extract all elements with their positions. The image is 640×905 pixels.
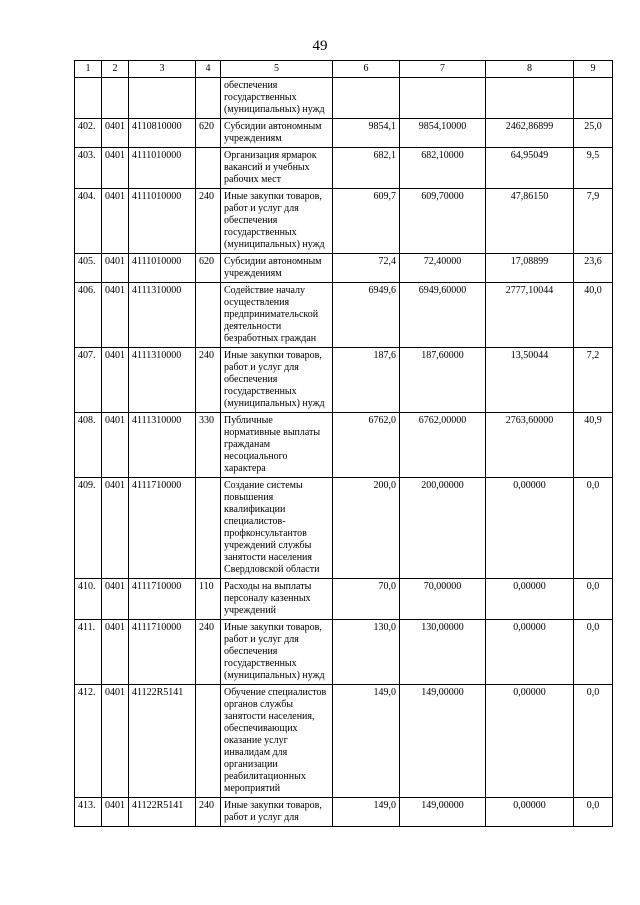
column-header: 1	[75, 61, 102, 78]
target-article-cell: 4110810000	[129, 119, 196, 148]
execution-percent-cell: 0,0	[574, 579, 613, 620]
executed-amount-cell: 2777,10044	[486, 283, 574, 348]
refined-amount-cell: 682,10000	[400, 148, 486, 189]
section-code-cell: 0401	[102, 119, 129, 148]
item-name-cell: Организация ярмарок вакансий и учебных рабочих мест	[221, 148, 333, 189]
table-row	[75, 148, 613, 189]
table-row	[75, 78, 613, 119]
column-header: 8	[486, 61, 574, 78]
expense-type-cell: 620	[196, 119, 221, 148]
approved-amount-cell: 609,7	[333, 189, 400, 254]
expense-type-cell	[196, 148, 221, 189]
header-row	[75, 61, 613, 78]
row-number-cell: 405.	[75, 254, 102, 283]
executed-amount-cell: 47,86150	[486, 189, 574, 254]
expense-type-cell	[196, 685, 221, 798]
item-name-cell: Субсидии автономным учреждениям	[221, 119, 333, 148]
execution-percent-cell: 9,5	[574, 148, 613, 189]
approved-amount-cell: 9854,1	[333, 119, 400, 148]
execution-percent-cell: 25,0	[574, 119, 613, 148]
executed-amount-cell	[486, 78, 574, 119]
table-row	[75, 685, 613, 798]
refined-amount-cell: 200,00000	[400, 478, 486, 579]
row-number-cell: 409.	[75, 478, 102, 579]
table-row	[75, 348, 613, 413]
refined-amount-cell: 70,00000	[400, 579, 486, 620]
budget-table	[74, 60, 613, 827]
approved-amount-cell: 200,0	[333, 478, 400, 579]
table-row	[75, 283, 613, 348]
approved-amount-cell: 70,0	[333, 579, 400, 620]
column-header: 3	[129, 61, 196, 78]
table-row	[75, 413, 613, 478]
table-row	[75, 620, 613, 685]
target-article-cell: 4111710000	[129, 620, 196, 685]
item-name-cell: Иные закупки товаров, работ и услуг для обеспечения государственных (муниципальных) нужд	[221, 620, 333, 685]
column-header: 4	[196, 61, 221, 78]
target-article-cell: 4111010000	[129, 254, 196, 283]
section-code-cell	[102, 78, 129, 119]
section-code-cell: 0401	[102, 685, 129, 798]
row-number-cell	[75, 78, 102, 119]
column-header: 6	[333, 61, 400, 78]
row-number-cell: 402.	[75, 119, 102, 148]
executed-amount-cell: 13,50044	[486, 348, 574, 413]
executed-amount-cell: 2462,86899	[486, 119, 574, 148]
table-row	[75, 478, 613, 579]
item-name-cell: Иные закупки товаров, работ и услуг для	[221, 798, 333, 827]
item-name-cell: Содействие началу осуществления предпринимательской деятельности безработных граждан	[221, 283, 333, 348]
execution-percent-cell: 0,0	[574, 798, 613, 827]
executed-amount-cell: 0,00000	[486, 478, 574, 579]
expense-type-cell: 240	[196, 798, 221, 827]
target-article-cell: 4111010000	[129, 148, 196, 189]
execution-percent-cell: 7,2	[574, 348, 613, 413]
column-header: 7	[400, 61, 486, 78]
item-name-cell: Иные закупки товаров, работ и услуг для обеспечения государственных (муниципальных) нужд	[221, 348, 333, 413]
executed-amount-cell: 0,00000	[486, 685, 574, 798]
approved-amount-cell: 149,0	[333, 685, 400, 798]
approved-amount-cell: 72,4	[333, 254, 400, 283]
refined-amount-cell: 9854,10000	[400, 119, 486, 148]
item-name-cell: Расходы на выплаты персоналу казенных учреждений	[221, 579, 333, 620]
execution-percent-cell: 40,0	[574, 283, 613, 348]
section-code-cell: 0401	[102, 148, 129, 189]
item-name-cell: Публичные нормативные выплаты гражданам несоциального характера	[221, 413, 333, 478]
expense-type-cell	[196, 283, 221, 348]
table-row	[75, 189, 613, 254]
approved-amount-cell: 682,1	[333, 148, 400, 189]
column-header: 2	[102, 61, 129, 78]
section-code-cell: 0401	[102, 348, 129, 413]
refined-amount-cell: 72,40000	[400, 254, 486, 283]
item-name-cell: Обучение специалистов органов службы занятости населения, обеспечивающих оказание услуг инвалидам для организации реабилитационных мероприятий	[221, 685, 333, 798]
execution-percent-cell: 23,6	[574, 254, 613, 283]
executed-amount-cell: 0,00000	[486, 798, 574, 827]
execution-percent-cell	[574, 78, 613, 119]
refined-amount-cell: 609,70000	[400, 189, 486, 254]
expense-type-cell	[196, 78, 221, 119]
refined-amount-cell: 149,00000	[400, 798, 486, 827]
target-article-cell	[129, 78, 196, 119]
row-number-cell: 404.	[75, 189, 102, 254]
target-article-cell: 4111310000	[129, 283, 196, 348]
section-code-cell: 0401	[102, 579, 129, 620]
target-article-cell: 41122R5141	[129, 798, 196, 827]
expense-type-cell: 330	[196, 413, 221, 478]
refined-amount-cell: 6949,60000	[400, 283, 486, 348]
execution-percent-cell: 0,0	[574, 620, 613, 685]
executed-amount-cell: 0,00000	[486, 579, 574, 620]
table-row	[75, 798, 613, 827]
execution-percent-cell: 0,0	[574, 685, 613, 798]
item-name-cell: обеспечения государственных (муниципальных) нужд	[221, 78, 333, 119]
executed-amount-cell: 0,00000	[486, 620, 574, 685]
execution-percent-cell: 7,9	[574, 189, 613, 254]
item-name-cell: Субсидии автономным учреждениям	[221, 254, 333, 283]
section-code-cell: 0401	[102, 620, 129, 685]
row-number-cell: 406.	[75, 283, 102, 348]
approved-amount-cell: 6762,0	[333, 413, 400, 478]
expense-type-cell: 240	[196, 348, 221, 413]
row-number-cell: 410.	[75, 579, 102, 620]
row-number-cell: 407.	[75, 348, 102, 413]
section-code-cell: 0401	[102, 283, 129, 348]
executed-amount-cell: 2763,60000	[486, 413, 574, 478]
target-article-cell: 4111010000	[129, 189, 196, 254]
row-number-cell: 412.	[75, 685, 102, 798]
approved-amount-cell: 6949,6	[333, 283, 400, 348]
expense-type-cell	[196, 478, 221, 579]
refined-amount-cell: 6762,00000	[400, 413, 486, 478]
target-article-cell: 41122R5141	[129, 685, 196, 798]
column-header: 5	[221, 61, 333, 78]
item-name-cell: Создание системы повышения квалификации специалистов-профконсультантов учреждений службы занятости населения Свердловской области	[221, 478, 333, 579]
row-number-cell: 403.	[75, 148, 102, 189]
item-name-cell: Иные закупки товаров, работ и услуг для обеспечения государственных (муниципальных) нужд	[221, 189, 333, 254]
section-code-cell: 0401	[102, 413, 129, 478]
target-article-cell: 4111710000	[129, 478, 196, 579]
expense-type-cell: 620	[196, 254, 221, 283]
refined-amount-cell: 187,60000	[400, 348, 486, 413]
refined-amount-cell: 130,00000	[400, 620, 486, 685]
approved-amount-cell: 130,0	[333, 620, 400, 685]
table-row	[75, 254, 613, 283]
section-code-cell: 0401	[102, 254, 129, 283]
column-header: 9	[574, 61, 613, 78]
page-number: 49	[312, 38, 328, 54]
expense-type-cell: 110	[196, 579, 221, 620]
row-number-cell: 411.	[75, 620, 102, 685]
execution-percent-cell: 40,9	[574, 413, 613, 478]
refined-amount-cell: 149,00000	[400, 685, 486, 798]
section-code-cell: 0401	[102, 189, 129, 254]
expense-type-cell: 240	[196, 189, 221, 254]
executed-amount-cell: 64,95049	[486, 148, 574, 189]
table-row	[75, 579, 613, 620]
approved-amount-cell: 187,6	[333, 348, 400, 413]
approved-amount-cell: 149,0	[333, 798, 400, 827]
execution-percent-cell: 0,0	[574, 478, 613, 579]
section-code-cell: 0401	[102, 478, 129, 579]
approved-amount-cell	[333, 78, 400, 119]
executed-amount-cell: 17,08899	[486, 254, 574, 283]
refined-amount-cell	[400, 78, 486, 119]
section-code-cell: 0401	[102, 798, 129, 827]
row-number-cell: 413.	[75, 798, 102, 827]
target-article-cell: 4111710000	[129, 579, 196, 620]
target-article-cell: 4111310000	[129, 413, 196, 478]
row-number-cell: 408.	[75, 413, 102, 478]
expense-type-cell: 240	[196, 620, 221, 685]
table-row	[75, 119, 613, 148]
target-article-cell: 4111310000	[129, 348, 196, 413]
